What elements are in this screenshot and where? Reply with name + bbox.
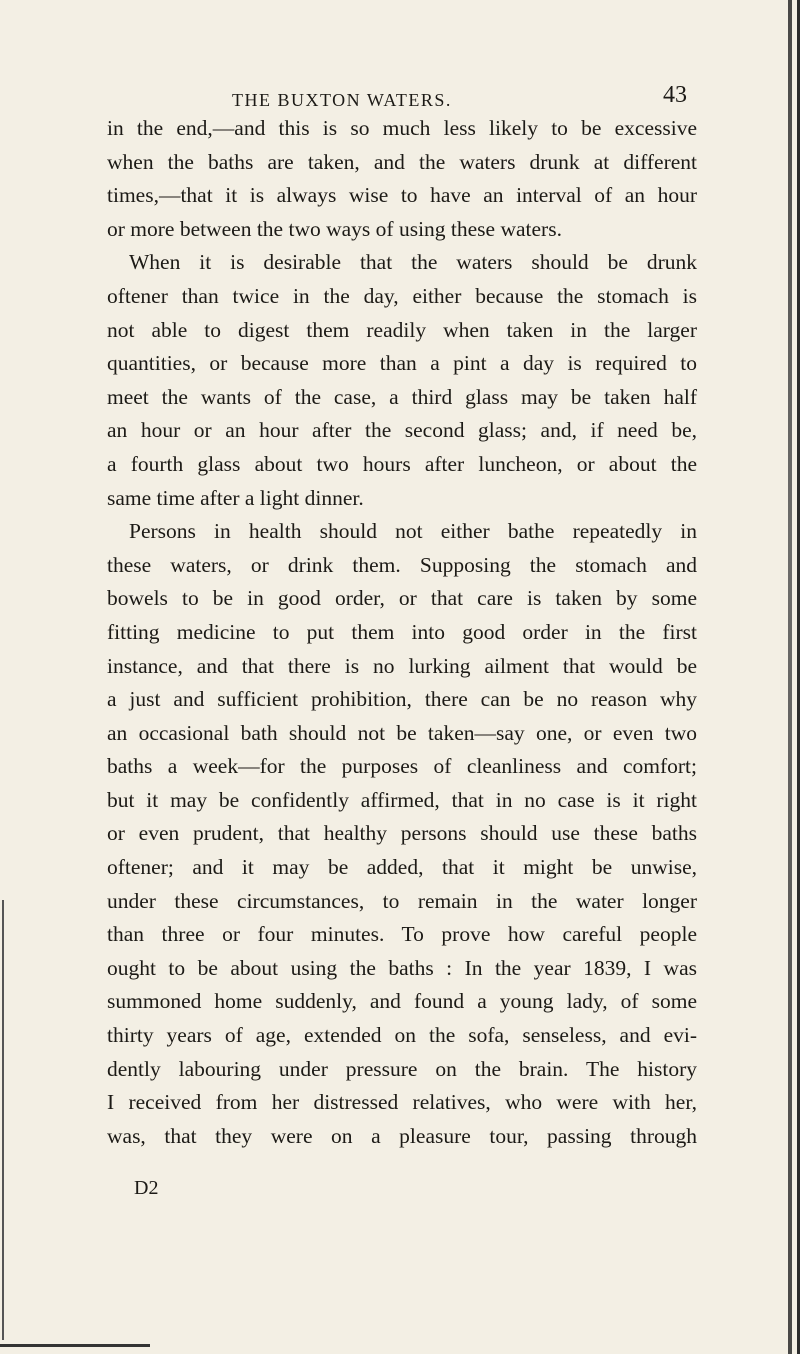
text-line: baths a week—for the purposes of cleanliness and comfort;	[107, 754, 697, 779]
text-line: I received from her distressed relatives, who were with her,	[107, 1090, 697, 1115]
text-line: was, that they were on a pleasure tour, passing through	[107, 1123, 697, 1148]
text-line: bowels to be in good order, or that care is taken by some	[107, 586, 697, 611]
text-line: these waters, or drink them. Supposing the stomach and	[107, 552, 697, 577]
text-line: under these circumstances, to remain in the water longer	[107, 888, 697, 913]
text-line: dently labouring under pressure on the brain. The history	[107, 1056, 697, 1081]
body-text	[107, 112, 697, 1153]
text-line: ought to be about using the baths : In the year 1839, I was	[107, 955, 697, 980]
text-line: not able to digest them readily when taken in the larger	[107, 317, 697, 342]
page-number: 43	[663, 82, 687, 108]
text-line: When it is desirable that the waters should be drunk	[129, 250, 697, 275]
text-line: than three or four minutes. To prove how careful people	[107, 922, 697, 947]
page-bottom-rule	[0, 1344, 150, 1347]
text-line: an hour or an hour after the second glass; and, if need be,	[107, 418, 697, 443]
text-line: a fourth glass about two hours after luncheon, or about the	[107, 451, 697, 476]
signature-mark: D2	[134, 1177, 159, 1199]
text-line: instance, and that there is no lurking ailment that would be	[107, 653, 697, 678]
text-line: oftener than twice in the day, either because the stomach is	[107, 283, 697, 308]
text-line: a just and sufficient prohibition, there can be no reason why	[107, 687, 697, 712]
text-line: meet the wants of the case, a third glass may be taken half	[107, 384, 697, 409]
text-line: when the baths are taken, and the waters drunk at different	[107, 149, 697, 174]
text-line: in the end,—and this is so much less likely to be excessive	[107, 116, 697, 140]
text-line: Persons in health should not either bathe repeatedly in	[129, 519, 697, 544]
text-line: fitting medicine to put them into good order in the first	[107, 619, 697, 644]
text-line: quantities, or because more than a pint a day is required to	[107, 351, 697, 376]
page-edge-shadow	[788, 0, 792, 1354]
page-gutter-line	[2, 900, 4, 1340]
text-line: but it may be confidently affirmed, that in no case is it right	[107, 787, 697, 812]
text-line: or more between the two ways of using these waters.	[107, 216, 562, 241]
text-line: times,—that it is always wise to have an interval of an hour	[107, 183, 697, 208]
text-line: or even prudent, that healthy persons should use these baths	[107, 821, 697, 846]
text-line: same time after a light dinner.	[107, 485, 364, 510]
text-line: oftener; and it may be added, that it might be unwise,	[107, 855, 697, 880]
text-line: an occasional bath should not be taken—say one, or even two	[107, 720, 697, 745]
page-header	[0, 82, 800, 116]
text-line: thirty years of age, extended on the sofa, senseless, and evi-	[107, 1023, 697, 1048]
running-title: THE BUXTON WATERS.	[232, 90, 452, 110]
text-line: summoned home suddenly, and found a young lady, of some	[107, 989, 697, 1014]
